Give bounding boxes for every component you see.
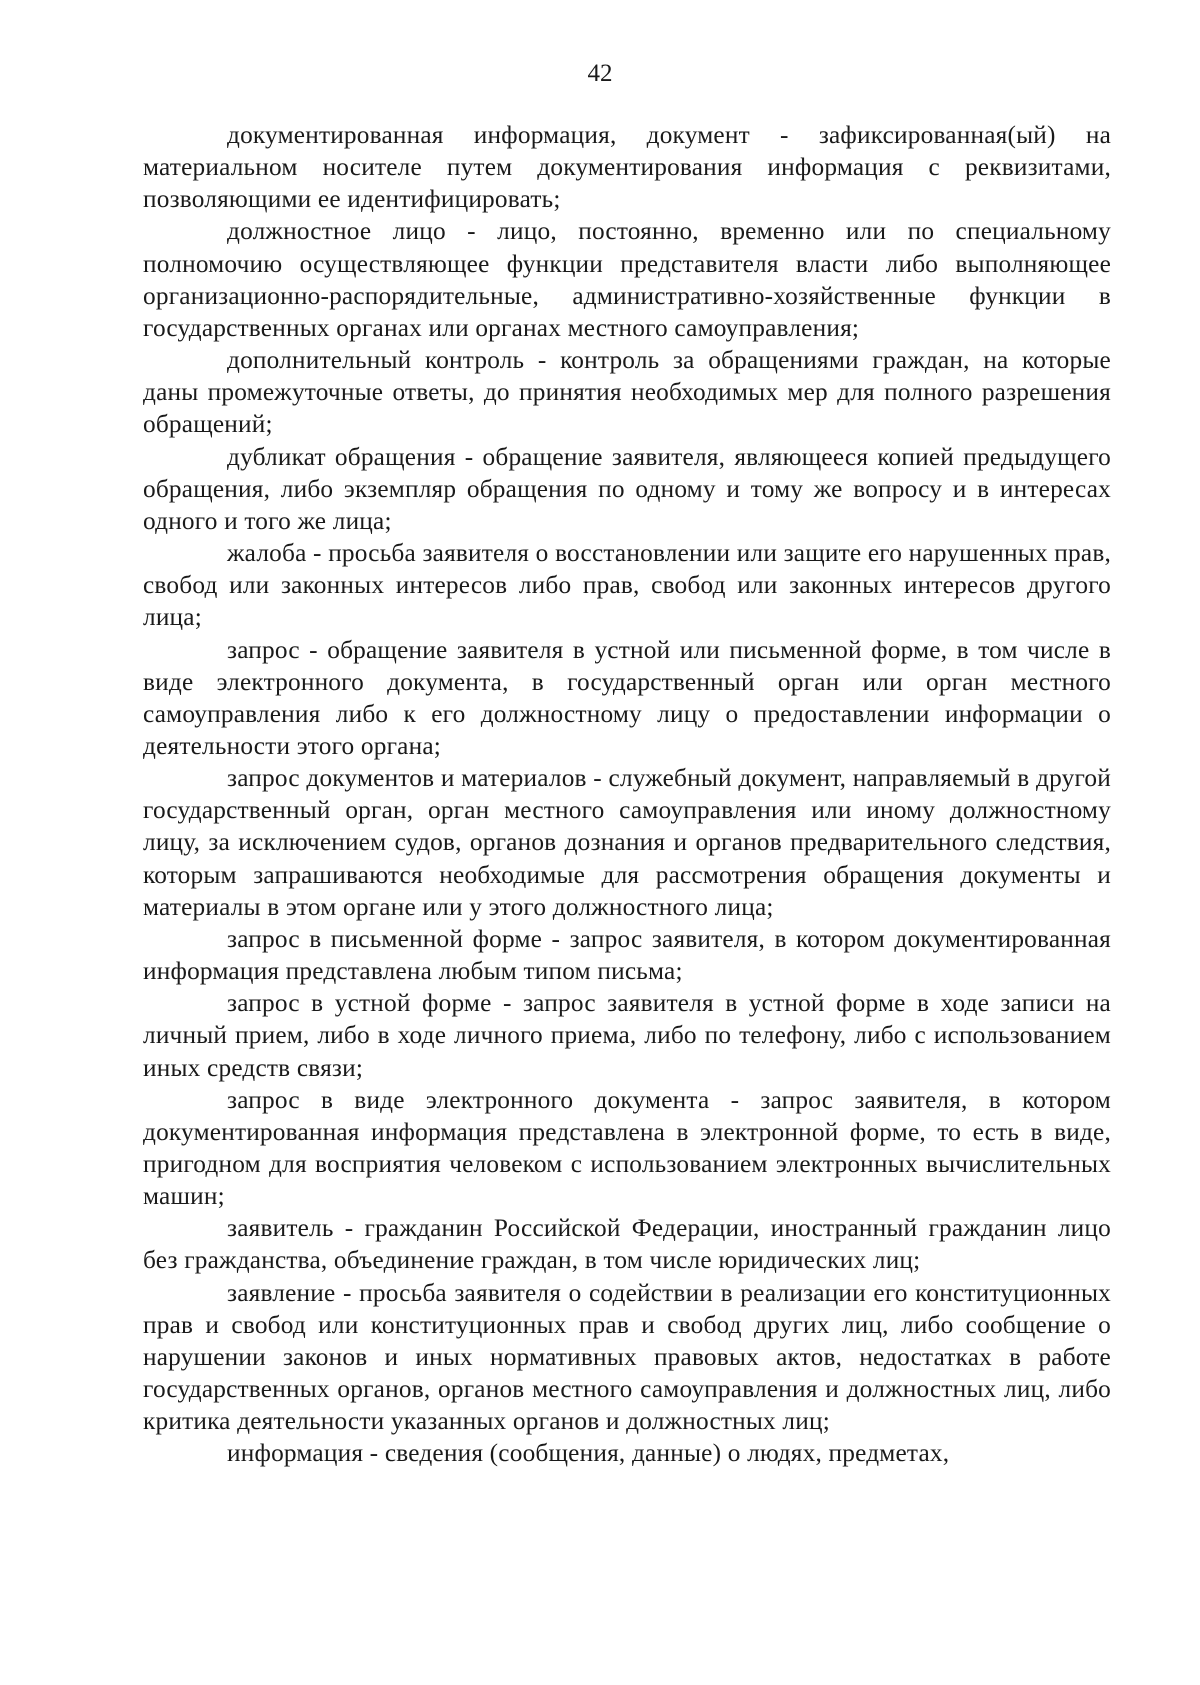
definition-paragraph (143, 537, 1111, 633)
definition-paragraph (143, 987, 1111, 1083)
paragraph-text: запрос в устной форме - запрос заявителя в устной форме в ходе записи на личный прием, либо в ходе личного приема, либо по телефону, либо с использованием иных средств связи; (143, 989, 1111, 1082)
page-number: 42 (587, 60, 613, 87)
paragraph-text: запрос в виде электронного документа - запрос заявителя, в котором документированная информация представлена в электронной форме, то есть в виде, пригодном для восприятия человеком с использованием электронных вычислительных машин; (143, 1085, 1111, 1211)
definition-paragraph (143, 215, 1111, 344)
paragraph-text: жалоба - просьба заявителя о восстановлении или защите его нарушенных прав, свобод или законных интересов либо прав, свобод или законных интересов другого лица; (143, 539, 1111, 632)
definition-paragraph (143, 634, 1111, 763)
definition-paragraph (143, 344, 1111, 440)
paragraph-text: запрос в письменной форме - запрос заявителя, в котором документированная информация представлена любым типом письма; (143, 924, 1111, 986)
definition-paragraph (143, 923, 1111, 987)
paragraph-text: заявление - просьба заявителя о содействии в реализации его конституционных прав и свобод или конституционных прав и свобод других лиц, либо сообщение о нарушении законов и иных нормативных правовых актов, недостатках в работе государственных органов, органов местного самоуправления и должностных лиц, либо критика деятельности указанных органов и должностных лиц; (143, 1278, 1111, 1436)
paragraph-text: заявитель - гражданин Российской Федерации, иностранный гражданин лицо без гражданства, объединение граждан, в том числе юридических лиц; (143, 1214, 1111, 1275)
paragraph-text: информация - сведения (сообщения, данные) о людях, предметах, (227, 1439, 950, 1468)
paragraph-text: запрос - обращение заявителя в устной или письменной форме, в том числе в виде электронного документа, в государственный орган или орган местного самоуправления либо к его должностному лицу о предоставлении информации о деятельности этого органа; (143, 635, 1111, 760)
definition-paragraph (143, 762, 1111, 923)
definition-paragraph (143, 1277, 1111, 1438)
definition-paragraph (143, 1212, 1111, 1276)
definition-paragraph (143, 1437, 1111, 1469)
document-body (143, 119, 1111, 1470)
paragraph-text: дополнительный контроль - контроль за обращениями граждан, на которые даны промежуточные ответы, до принятия необходимых мер для полного разрешения обращений; (143, 346, 1111, 439)
definition-paragraph (143, 441, 1111, 537)
paragraph-text: должностное лицо - лицо, постоянно, временно или по специальному полномочию осуществляющее функции представителя власти либо выполняющее организационно-распорядительные, административно-хозяйственные функции в государственных органах или органах местного самоуправления; (143, 217, 1111, 342)
definition-paragraph (143, 119, 1111, 215)
definition-paragraph (143, 1084, 1111, 1213)
paragraph-text: запрос документов и материалов - служебный документ, направляемый в другой государственный орган, орган местного самоуправления или иному должностному лицу, за исключением судов, органов дознания и органов предварительного следствия, которым запрашиваются необходимые для рассмотрения обращения документы и материалы в этом органе или у этого должностного лица; (143, 764, 1111, 921)
paragraph-text: дубликат обращения - обращение заявителя, являющееся копией предыдущего обращения, либо экземпляр обращения по одному и тому же вопросу и в интересах одного и того же лица; (143, 442, 1111, 535)
paragraph-text: документированная информация, документ - зафиксированная(ый) на материальном носителе путем документирования информация с реквизитами, позволяющими ее идентифицировать; (143, 121, 1111, 214)
